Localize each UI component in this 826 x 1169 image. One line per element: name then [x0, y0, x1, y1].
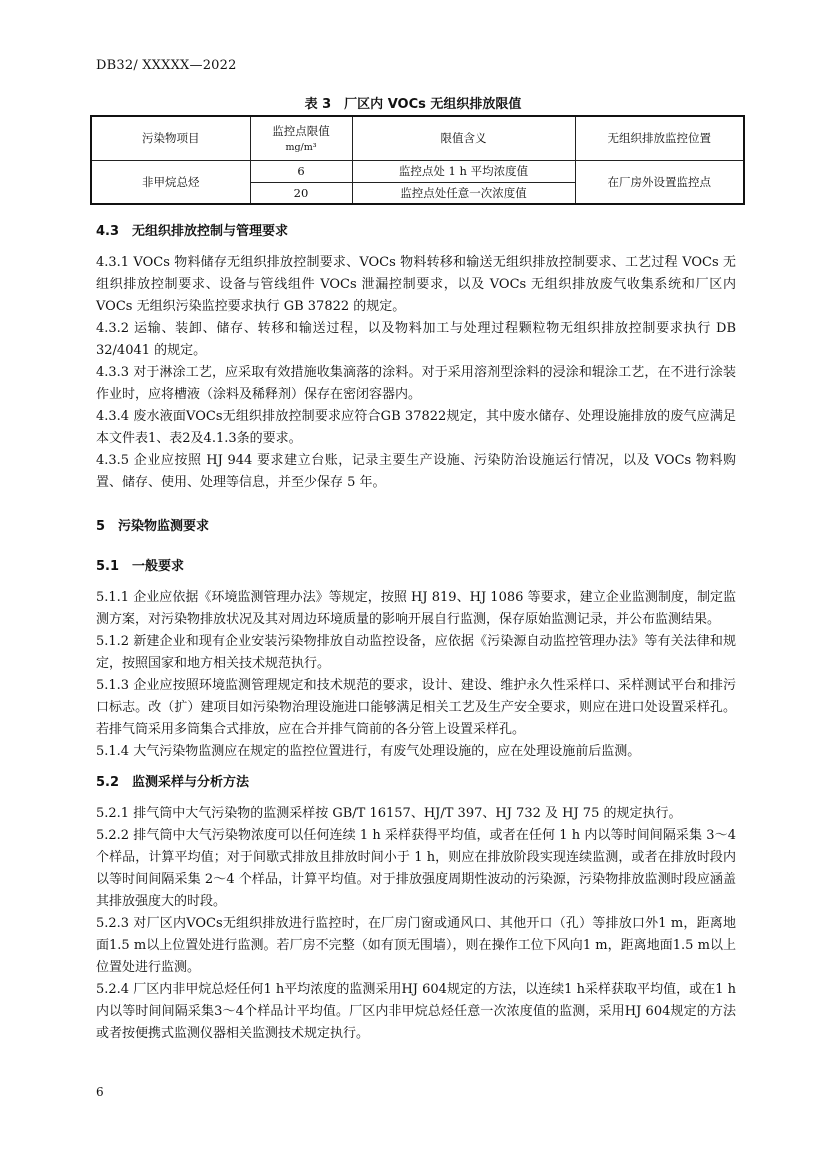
header-location: 无组织排放监控位置	[575, 116, 744, 160]
header-limit-label: 监控点限值	[272, 124, 330, 139]
clause-5-2-1: 5.2.1 排气筒中大气污染物的监测采样按 GB/T 16157、HJ/T 397、HJ 732 及 HJ 75 的规定执行。	[96, 806, 682, 821]
cell-limit: 6	[250, 160, 352, 182]
clause-4-3-4: 4.3.4 废水液面VOCs无组织排放控制要求应符合GB 37822规定，其中废水储存、处理设施排放的废气应满足本文件表1、表2及4.1.3条的要求。	[96, 409, 736, 446]
header-pollutant: 污染物项目	[91, 116, 250, 160]
section-heading-5-2: 5.2 监测采样与分析方法	[96, 775, 250, 790]
section-heading-4-3: 4.3 无组织排放控制与管理要求	[96, 224, 289, 239]
clause-5-1-2: 5.1.2 新建企业和现有企业安装污染物排放自动监控设备，应依据《污染源自动监控管理办法》等有关法律和规定，按照国家和地方相关技术规范执行。	[96, 634, 736, 671]
header-limit-unit: mg/m³	[285, 142, 317, 154]
clause-5-2-3: 5.2.3 对厂区内VOCs无组织排放进行监控时，在厂房门窗或通风口、其他开口（孔）等排放口外1 m，距离地面1.5 m以上位置处进行监测。若厂房不完整（如有顶无围墙），则在操作工位下风向1 m，距离地面1.5 m以上位置处进行监测。	[96, 916, 736, 975]
clause-4-3-2: 4.3.2 运输、装卸、储存、转移和输送过程，以及物料加工与处理过程颗粒物无组织排放控制要求执行 DB 32/4041 的规定。	[96, 321, 736, 358]
page-number: 6	[96, 1085, 104, 1099]
cell-meaning: 监控点处任意一次浓度值	[352, 182, 575, 204]
section-heading-5: 5 污染物监测要求	[96, 519, 210, 534]
clause-5-1-3: 5.1.3 企业应按照环境监测管理规定和技术规范的要求，设计、建设、维护永久性采样口、采样测试平台和排污口标志。改（扩）建项目如污染物治理设施进口能够满足相关工艺及生产安全要求，则应在进口处设置采样孔。若排气筒采用多筒集合式排放，应在合并排气筒前的各分管上设置采样孔。	[96, 678, 736, 737]
cell-location: 在厂房外设置监控点	[575, 160, 744, 204]
table-row	[91, 160, 744, 182]
header-limit	[250, 116, 352, 160]
cell-limit: 20	[250, 182, 352, 204]
clause-5-1-4: 5.1.4 大气污染物监测应在规定的监控位置进行，有废气处理设施的，应在处理设施前后监测。	[96, 744, 641, 759]
clause-4-3-1: 4.3.1 VOCs 物料储存无组织排放控制要求、VOCs 物料转移和输送无组织排放控制要求、工艺过程 VOCs 无组织排放控制要求、设备与管线组件 VOCs 泄漏控制要求，以及 VOCs 无组织排放废气收集系统和厂区内 VOCs 无组织污染监控要求执行 GB 37822 的规定。	[96, 255, 736, 314]
table-header-row	[91, 116, 744, 160]
cell-pollutant: 非甲烷总烃	[91, 160, 250, 204]
clause-5-2-2: 5.2.2 排气筒中大气污染物浓度可以任何连续 1 h 采样获得平均值，或者在任何 1 h 内以等时间间隔采集 3～4 个样品，计算平均值；对于间歇式排放且排放时间小于 1 h，则应在排放阶段实现连续监测，或者在排放时段内以等时间间隔采集 2～4 个样品，计算平均值。对于排放强度周期性波动的污染源，污染物排放监测时段应涵盖其排放强度大的时段。	[96, 828, 736, 909]
clause-4-3-3: 4.3.3 对于淋涂工艺，应采取有效措施收集滴落的涂料。对于采用溶剂型涂料的浸涂和辊涂工艺，在不进行涂装作业时，应将槽液（涂料及稀释剂）保存在密闭容器内。	[96, 365, 736, 402]
standard-code: DB32/ XXXXX—2022	[96, 58, 237, 73]
table-caption: 表 3 厂区内 VOCs 无组织排放限值	[304, 97, 522, 112]
section-heading-5-1: 5.1 一般要求	[96, 559, 185, 574]
clause-4-3-5: 4.3.5 企业应按照 HJ 944 要求建立台账，记录主要生产设施、污染防治设施运行情况，以及 VOCs 物料购置、储存、使用、处理等信息，并至少保存 5 年。	[96, 453, 736, 490]
header-meaning: 限值含义	[352, 116, 575, 160]
cell-meaning: 监控点处 1 h 平均浓度值	[352, 160, 575, 182]
clause-5-1-1: 5.1.1 企业应依据《环境监测管理办法》等规定，按照 HJ 819、HJ 1086 等要求，建立企业监测制度，制定监测方案，对污染物排放状况及其对周边环境质量的影响开展自行监测，保存原始监测记录，并公布监测结果。	[96, 590, 736, 627]
document-body	[96, 221, 736, 1045]
clause-5-2-4: 5.2.4 厂区内非甲烷总烃任何1 h平均浓度的监测采用HJ 604规定的方法，以连续1 h采样获取平均值，或在1 h内以等时间间隔采集3～4个样品计平均值。厂区内非甲烷总烃任意一次浓度值的监测，采用HJ 604规定的方法或者按便携式监测仪器相关监测技术规定执行。	[96, 982, 736, 1041]
limits-table	[90, 115, 745, 205]
